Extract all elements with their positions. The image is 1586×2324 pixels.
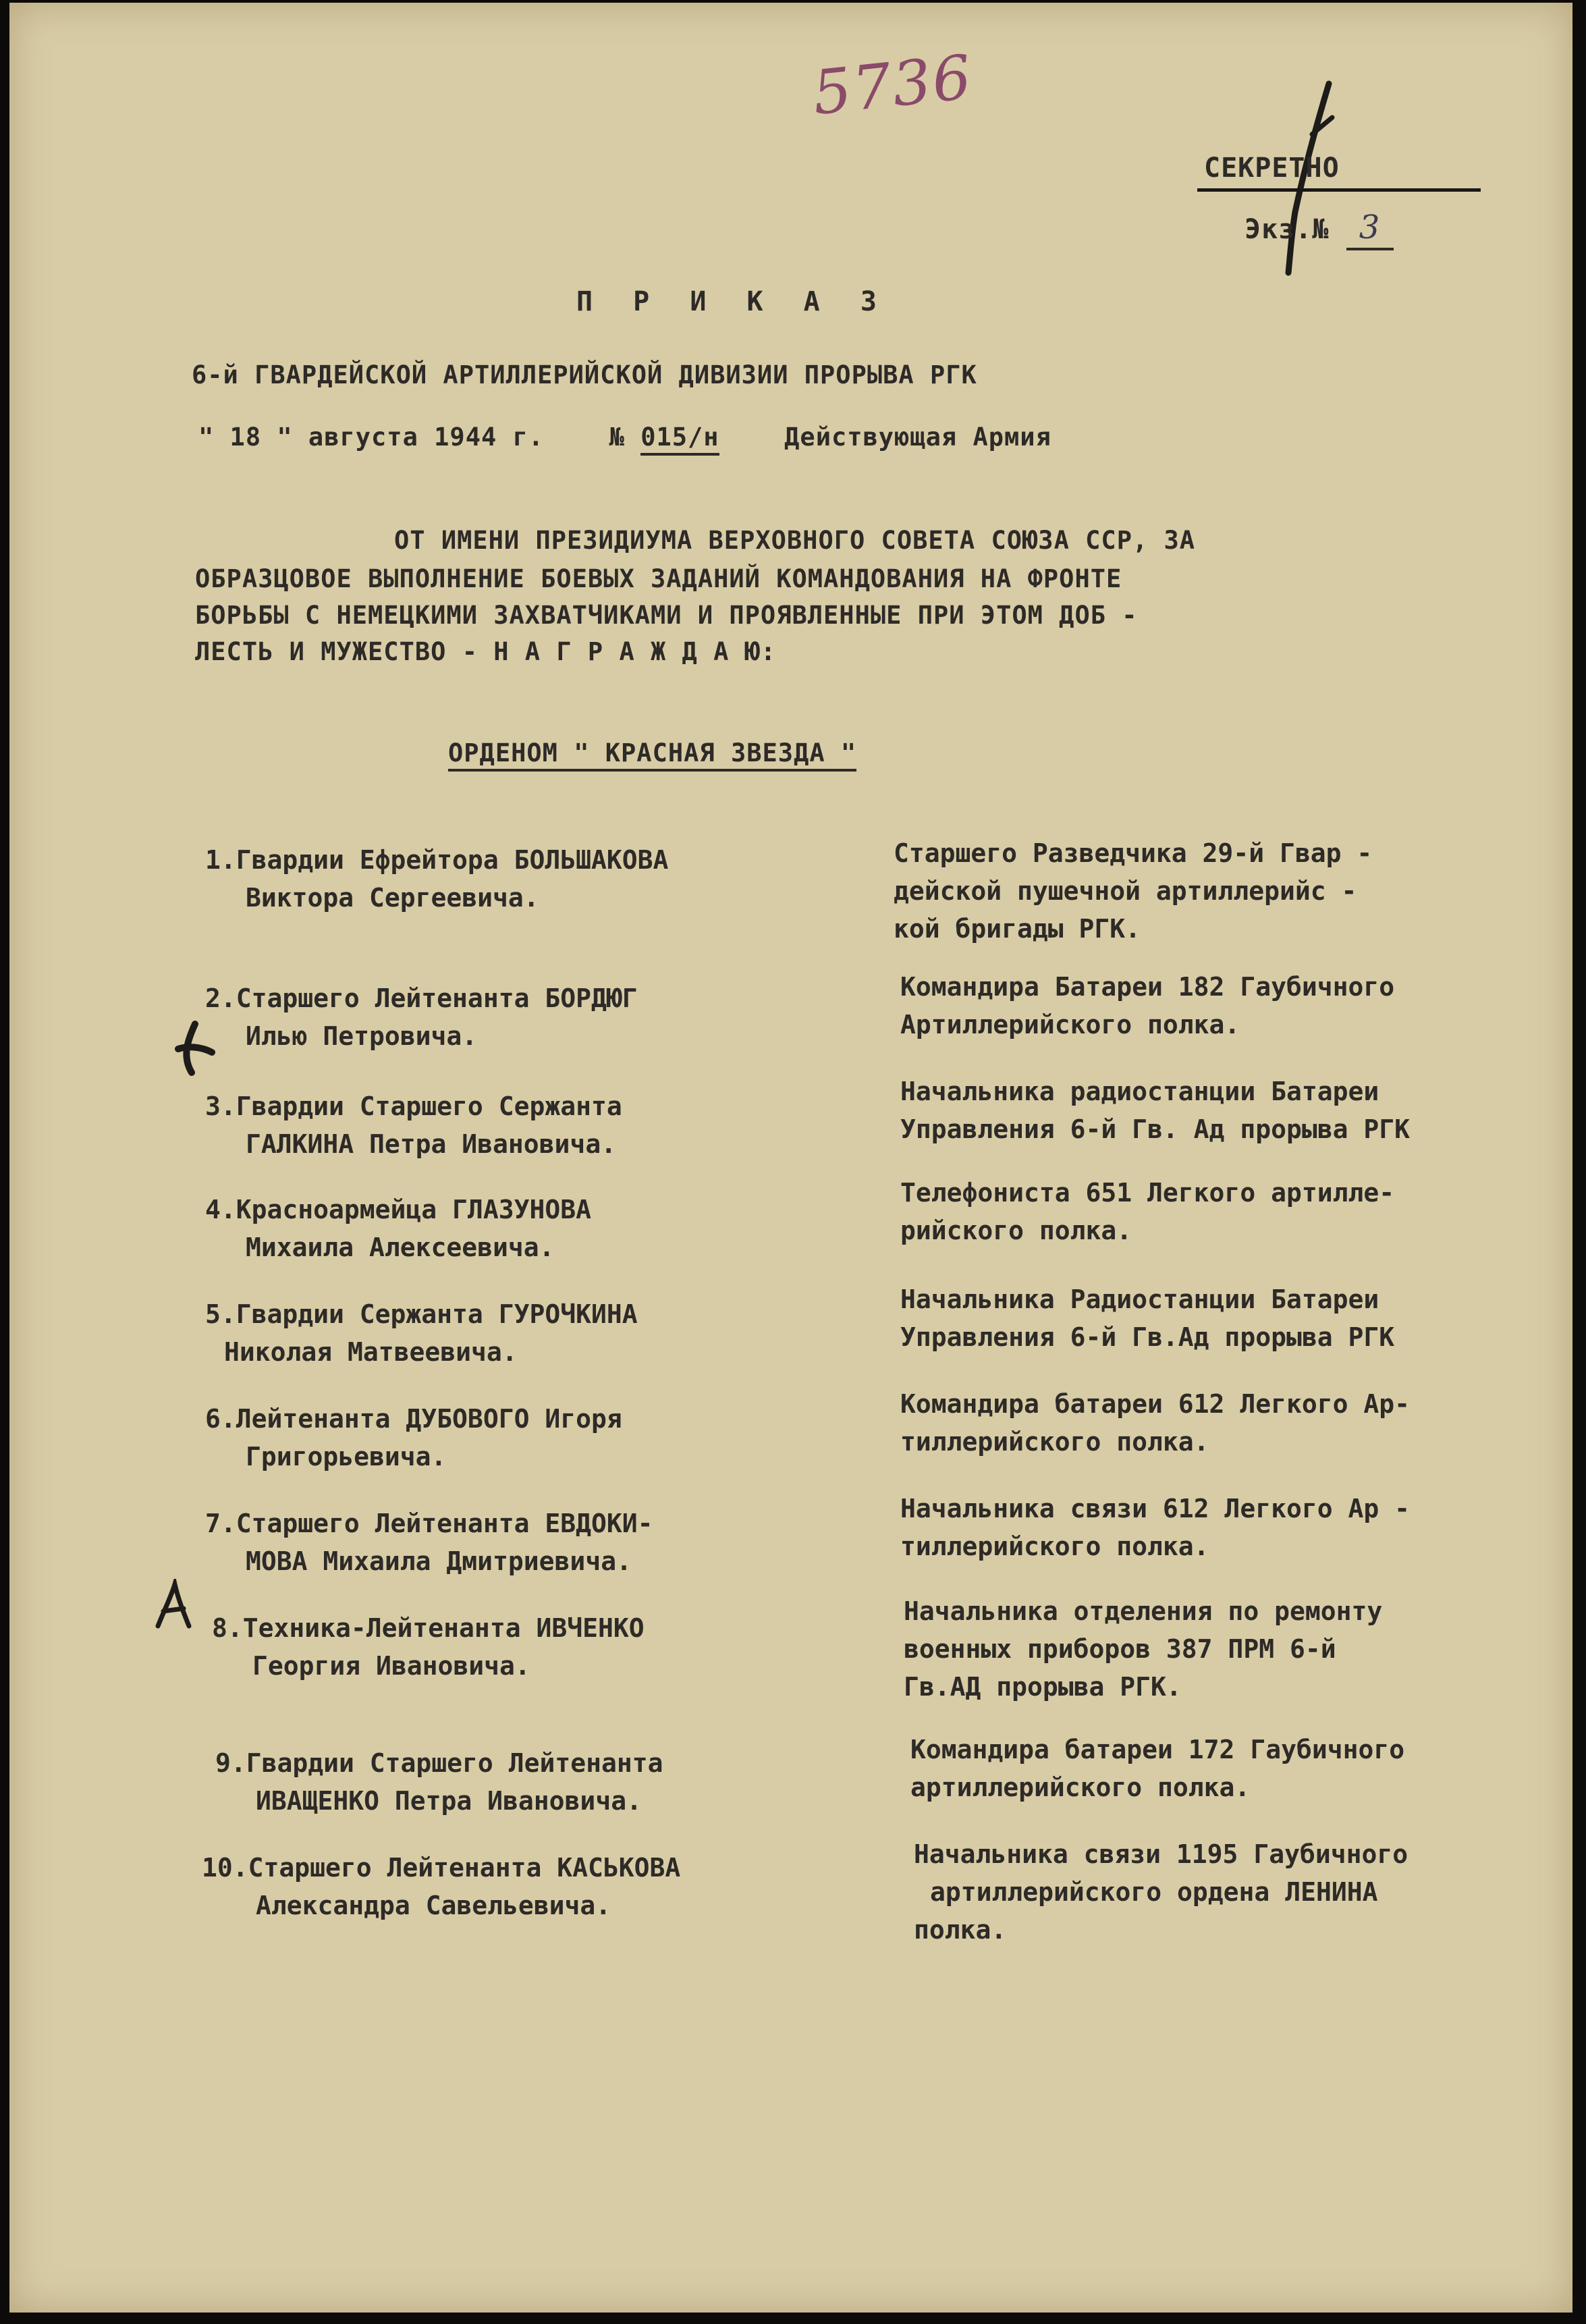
entry-8-post bbox=[904, 1592, 1382, 1706]
entry-5-post-line-1: Начальника Радиостанции Батареи bbox=[900, 1285, 1379, 1314]
entry-10-name bbox=[202, 1849, 680, 1924]
entry-5-name-line-2: Николая Матвеевича. bbox=[224, 1337, 518, 1367]
entry-10-post-line-3: полка. bbox=[914, 1915, 1007, 1945]
entry-9-post-line-1: Командира батареи 172 Гаубичного bbox=[910, 1735, 1405, 1764]
entry-4-name-line-1: Красноармейца ГЛАЗУНОВА bbox=[236, 1195, 591, 1224]
order-number-prefix: № bbox=[609, 423, 625, 452]
entry-6-post-line-2: тиллерийского полка. bbox=[900, 1427, 1209, 1457]
copy-label: Экз.№ bbox=[1245, 214, 1330, 245]
entry-8-post-line-3: Гв.АД прорыва РГК. bbox=[904, 1672, 1182, 1702]
secret-label: СЕКРЕТНО bbox=[1204, 153, 1340, 184]
entry-3-number: 3. bbox=[205, 1091, 236, 1121]
entry-6-number: 6. bbox=[205, 1404, 236, 1434]
entry-10-post-line-2: артиллерийского ордена ЛЕНИНА bbox=[930, 1877, 1378, 1907]
entry-8-name-line-1: Техника-Лейтенанта ИВЧЕНКО bbox=[242, 1613, 645, 1643]
entry-6-name bbox=[205, 1400, 622, 1476]
entry-4-number: 4. bbox=[205, 1195, 236, 1224]
entry-8-name-line-2: Георгия Ивановича. bbox=[252, 1651, 530, 1681]
entry-6-post-line-1: Командира батареи 612 Легкого Ар- bbox=[900, 1389, 1410, 1419]
margin-check-mark-2 bbox=[144, 1579, 198, 1633]
entry-4-post-line-2: рийского полка. bbox=[900, 1216, 1132, 1245]
order-heading bbox=[448, 738, 856, 772]
preamble-line-4: ЛЕСТЬ И МУЖЕСТВО - Н А Г Р А Ж Д А Ю: bbox=[195, 637, 777, 666]
entry-1-number: 1. bbox=[205, 845, 236, 875]
entry-9-post-line-2: артиллерийского полка. bbox=[910, 1773, 1251, 1802]
handwritten-archive-number: 5736 bbox=[809, 41, 976, 130]
entry-10-name-line-2: Александра Савельевича. bbox=[256, 1891, 611, 1920]
entry-8-post-line-1: Начальника отделения по ремонту bbox=[904, 1596, 1383, 1626]
entry-8-post-line-2: военных приборов 387 ПРМ 6-й bbox=[904, 1634, 1336, 1664]
entry-8-name bbox=[212, 1609, 645, 1685]
entry-2-name-line-1: Старшего Лейтенанта БОРДЮГ bbox=[236, 983, 638, 1013]
entry-7-name-line-2: МОВА Михаила Дмитриевича. bbox=[246, 1546, 632, 1576]
entry-1-name-line-1: Гвардии Ефрейтора БОЛЬШАКОВА bbox=[236, 845, 669, 875]
entry-5-post-line-2: Управления 6-й Гв.Ад прорыва РГК bbox=[900, 1322, 1395, 1352]
preamble-line-1: ОТ ИМЕНИ ПРЕЗИДИУМА ВЕРХОВНОГО СОВЕТА СОЮЗА ССР, ЗА bbox=[394, 526, 1196, 555]
entry-2-name bbox=[205, 979, 638, 1055]
order-number: 015/н bbox=[640, 423, 719, 456]
entry-6-name-line-2: Григорьевича. bbox=[246, 1442, 447, 1471]
entry-9-number: 9. bbox=[215, 1748, 246, 1778]
entry-1-name-line-2: Виктора Сергеевича. bbox=[246, 883, 539, 913]
margin-check-mark-1 bbox=[165, 1019, 225, 1079]
order-date-line bbox=[198, 423, 1051, 456]
entry-5-number: 5. bbox=[205, 1299, 236, 1329]
copy-number-line bbox=[1245, 209, 1394, 250]
entry-7-post bbox=[900, 1490, 1410, 1565]
entry-8-number: 8. bbox=[212, 1613, 243, 1643]
entry-7-name bbox=[205, 1505, 653, 1580]
entry-10-number: 10. bbox=[202, 1853, 248, 1883]
entry-1-post-line-2: дейской пушечной артиллерийс - bbox=[894, 876, 1357, 906]
entry-3-name-line-2: ГАЛКИНА Петра Ивановича. bbox=[246, 1129, 617, 1159]
entry-7-number: 7. bbox=[205, 1509, 236, 1538]
order-date: " 18 " августа 1944 г. bbox=[198, 423, 545, 452]
entry-9-name-line-1: Гвардии Старшего Лейтенанта bbox=[246, 1748, 663, 1778]
entry-9-name-line-2: ИВАЩЕНКО Петра Ивановича. bbox=[256, 1786, 642, 1816]
entry-4-post-line-1: Телефониста 651 Легкого артилле- bbox=[900, 1178, 1395, 1208]
entry-4-name-line-2: Михаила Алексеевича. bbox=[246, 1233, 555, 1262]
document-title: П Р И К А З bbox=[576, 286, 889, 317]
entry-3-post-line-2: Управления 6-й Гв. Ад прорыва РГК bbox=[900, 1114, 1410, 1144]
entry-10-post bbox=[914, 1835, 1408, 1949]
entry-7-name-line-1: Старшего Лейтенанта ЕВДОКИ- bbox=[236, 1509, 653, 1538]
entry-4-post bbox=[900, 1174, 1394, 1249]
entry-5-post bbox=[900, 1280, 1394, 1356]
entry-1-post-line-1: Старшего Разведчика 29-й Гвар - bbox=[894, 838, 1373, 868]
preamble-line-2: ОБРАЗЦОВОЕ ВЫПОЛНЕНИЕ БОЕВЫХ ЗАДАНИЙ КОМАНДОВАНИЯ НА ФРОНТЕ bbox=[195, 564, 1122, 593]
entry-1-name bbox=[205, 841, 668, 917]
entry-3-post bbox=[900, 1073, 1410, 1148]
order-place: Действующая Армия bbox=[784, 423, 1051, 452]
entry-2-post-line-1: Командира Батареи 182 Гаубичного bbox=[900, 972, 1395, 1002]
entry-2-name-line-2: Илью Петровича. bbox=[246, 1021, 478, 1051]
entry-10-name-line-1: Старшего Лейтенанта КАСЬКОВА bbox=[248, 1853, 681, 1883]
copy-number-handwritten: 3 bbox=[1346, 209, 1394, 250]
entry-2-post bbox=[900, 968, 1394, 1044]
entry-7-post-line-2: тиллерийского полка. bbox=[900, 1532, 1209, 1561]
entry-1-post bbox=[894, 834, 1372, 948]
preamble-line-3: БОРЬБЫ С НЕМЕЦКИМИ ЗАХВАТЧИКАМИ И ПРОЯВЛЕННЫЕ ПРИ ЭТОМ ДОБ - bbox=[195, 601, 1138, 630]
entry-7-post-line-1: Начальника связи 612 Легкого Ар - bbox=[900, 1494, 1410, 1523]
entry-2-number: 2. bbox=[205, 983, 236, 1013]
entry-5-name bbox=[205, 1295, 638, 1371]
entry-3-name-line-1: Гвардии Старшего Сержанта bbox=[236, 1091, 622, 1121]
entry-6-post bbox=[900, 1385, 1410, 1461]
entry-3-name bbox=[205, 1087, 622, 1163]
entry-1-post-line-3: кой бригады РГК. bbox=[894, 914, 1141, 944]
document-page bbox=[9, 3, 1573, 2313]
order-heading-text: ОРДЕНОМ " КРАСНАЯ ЗВЕЗДА " bbox=[448, 738, 856, 772]
secret-underline bbox=[1197, 188, 1481, 192]
division-name: 6-й ГВАРДЕЙСКОЙ АРТИЛЛЕРИЙСКОЙ ДИВИЗИИ ПРОРЫВА РГК bbox=[192, 360, 977, 389]
entry-10-post-line-1: Начальника связи 1195 Гаубичного bbox=[914, 1839, 1409, 1869]
entry-6-name-line-1: Лейтенанта ДУБОВОГО Игоря bbox=[236, 1404, 622, 1434]
entry-9-name bbox=[215, 1744, 663, 1820]
entry-2-post-line-2: Артиллерийского полка. bbox=[900, 1010, 1240, 1039]
entry-4-name bbox=[205, 1191, 591, 1266]
entry-3-post-line-1: Начальника радиостанции Батареи bbox=[900, 1077, 1379, 1106]
entry-9-post bbox=[910, 1731, 1404, 1806]
entry-5-name-line-1: Гвардии Сержанта ГУРОЧКИНА bbox=[236, 1299, 638, 1329]
